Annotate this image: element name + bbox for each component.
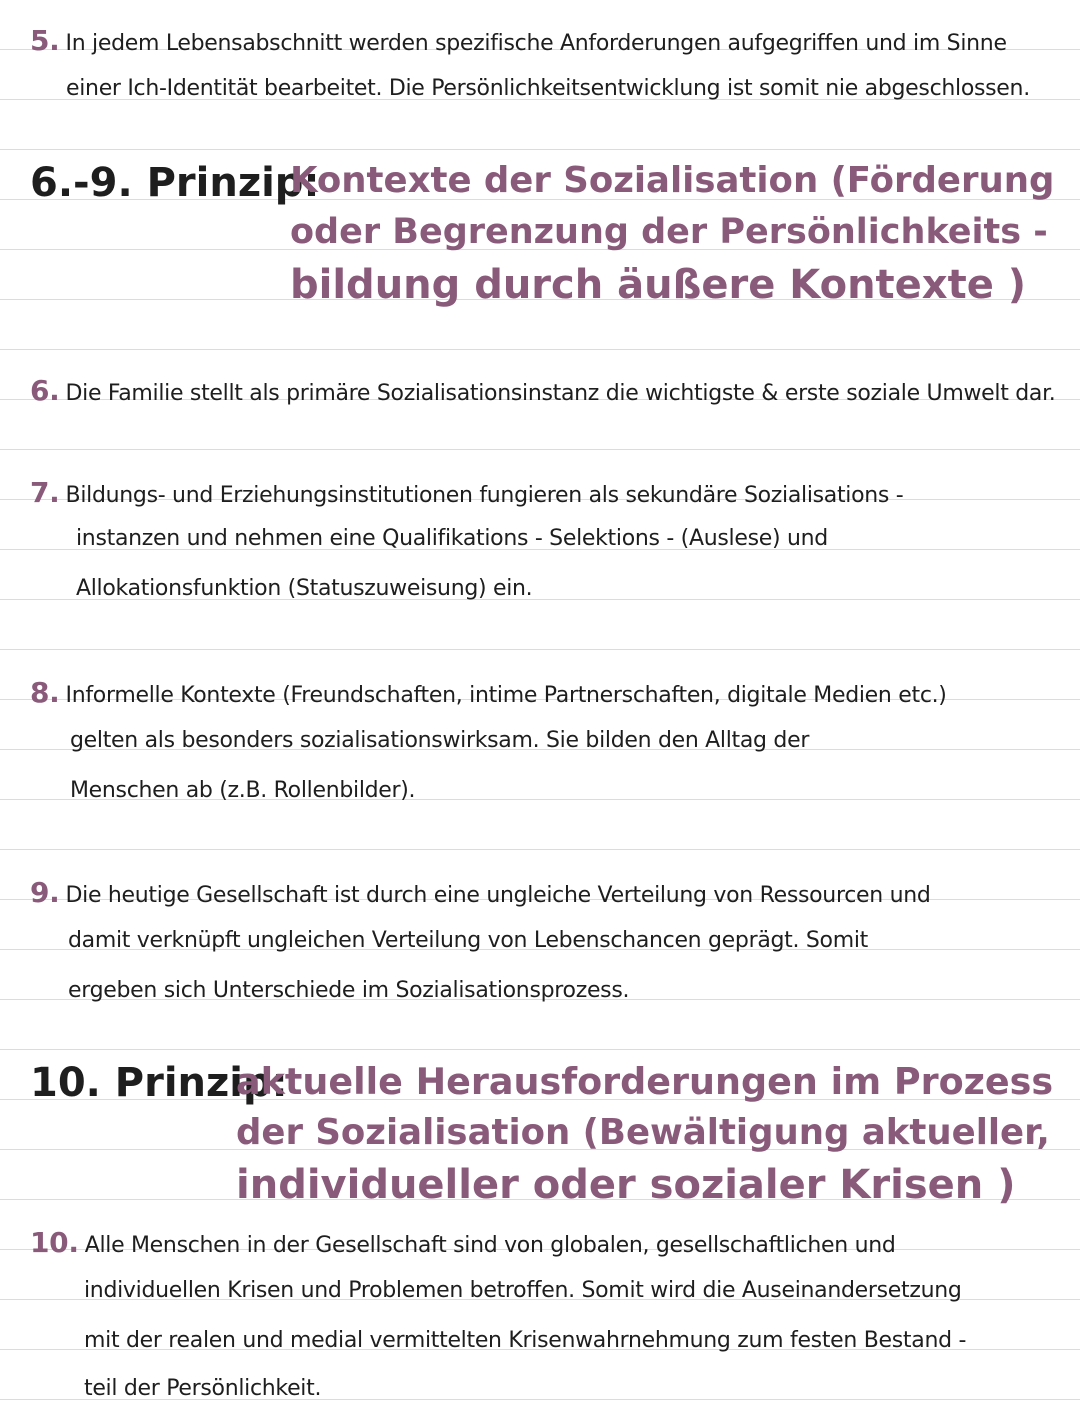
heading-label: 10. Prinzip:	[30, 1060, 288, 1106]
paragraph-7-line-3	[76, 576, 532, 601]
paragraph-8-line-1	[30, 676, 947, 709]
paragraph-9-line-1	[30, 876, 931, 909]
paragraph-text: Die Familie stellt als primäre Sozialisationsinstanz die wichtigste & erste soziale Umwelt dar.	[65, 381, 1056, 406]
paragraph-number: 7.	[30, 476, 60, 509]
paragraph-7-line-2	[76, 526, 828, 551]
paragraph-8-line-2	[70, 728, 809, 753]
paragraph-number: 10.	[30, 1226, 79, 1259]
paragraph-text: damit verknüpft ungleichen Verteilung von Lebenschancen geprägt. Somit	[68, 928, 868, 953]
paragraph-number: 9.	[30, 876, 60, 909]
paragraph-10-line-4	[84, 1376, 321, 1401]
heading-6-9-line-3: bildung durch äußere Kontexte )	[290, 262, 1027, 308]
paragraph-text: Allokationsfunktion (Statuszuweisung) ein.	[76, 576, 533, 601]
paragraph-7-line-1	[30, 476, 903, 509]
paragraph-5-line-1	[30, 24, 1007, 57]
paragraph-9-line-3	[68, 978, 629, 1003]
paragraph-text: gelten als besonders sozialisationswirksam. Sie bilden den Alltag der	[70, 728, 810, 753]
paragraph-number: 5.	[30, 24, 60, 57]
paragraph-text: Bildungs- und Erziehungsinstitutionen fungieren als sekundäre Sozialisations -	[65, 483, 904, 508]
paragraph-10-line-2	[84, 1278, 962, 1303]
paragraph-9-line-2	[68, 928, 868, 953]
paragraph-text: Alle Menschen in der Gesellschaft sind von globalen, gesellschaftlichen und	[84, 1233, 896, 1258]
heading-label: 6.-9. Prinzip:	[30, 160, 320, 206]
paragraph-number: 6.	[30, 374, 60, 407]
paragraph-text: mit der realen und medial vermittelten Krisenwahrnehmung zum festen Bestand -	[84, 1328, 967, 1353]
heading-principle-6-9	[30, 160, 319, 206]
paragraph-10-line-3	[84, 1328, 966, 1353]
paragraph-6-line-1	[30, 374, 1056, 407]
paragraph-text: Informelle Kontexte (Freundschaften, intime Partnerschaften, digitale Medien etc.)	[65, 683, 947, 708]
heading-10-line-3: individueller oder sozialer Krisen )	[236, 1162, 1016, 1208]
paragraph-text: einer Ich-Identität bearbeitet. Die Persönlichkeitsentwicklung ist somit nie abgeschlossen.	[66, 76, 1030, 101]
paragraph-10-line-1	[30, 1226, 896, 1259]
paragraph-text: ergeben sich Unterschiede im Sozialisationsprozess.	[68, 978, 630, 1003]
paragraph-5-line-2	[66, 76, 1030, 101]
paragraph-number: 8.	[30, 676, 60, 709]
heading-10-line-2: der Sozialisation (Bewältigung aktueller,	[236, 1112, 1050, 1153]
paragraph-text: teil der Persönlichkeit.	[84, 1376, 322, 1401]
paragraph-text: Die heutige Gesellschaft ist durch eine ungleiche Verteilung von Ressourcen und	[65, 883, 931, 908]
paragraph-text: instanzen und nehmen eine Qualifikations - Selektions - (Auslese) und	[76, 526, 828, 551]
paragraph-8-line-3	[70, 778, 415, 803]
paragraph-text: individuellen Krisen und Problemen betroffen. Somit wird die Auseinandersetzung	[84, 1278, 962, 1303]
paragraph-text: In jedem Lebensabschnitt werden spezifische Anforderungen aufgegriffen und im Sinne	[65, 31, 1007, 56]
paragraph-text: Menschen ab (z.B. Rollenbilder).	[70, 778, 416, 803]
heading-10-line-1: aktuelle Herausforderungen im Prozess	[236, 1060, 1054, 1103]
heading-6-9-line-1: Kontexte der Sozialisation (Förderung	[290, 160, 1055, 201]
heading-6-9-line-2: oder Begrenzung der Persönlichkeits -	[290, 212, 1048, 252]
